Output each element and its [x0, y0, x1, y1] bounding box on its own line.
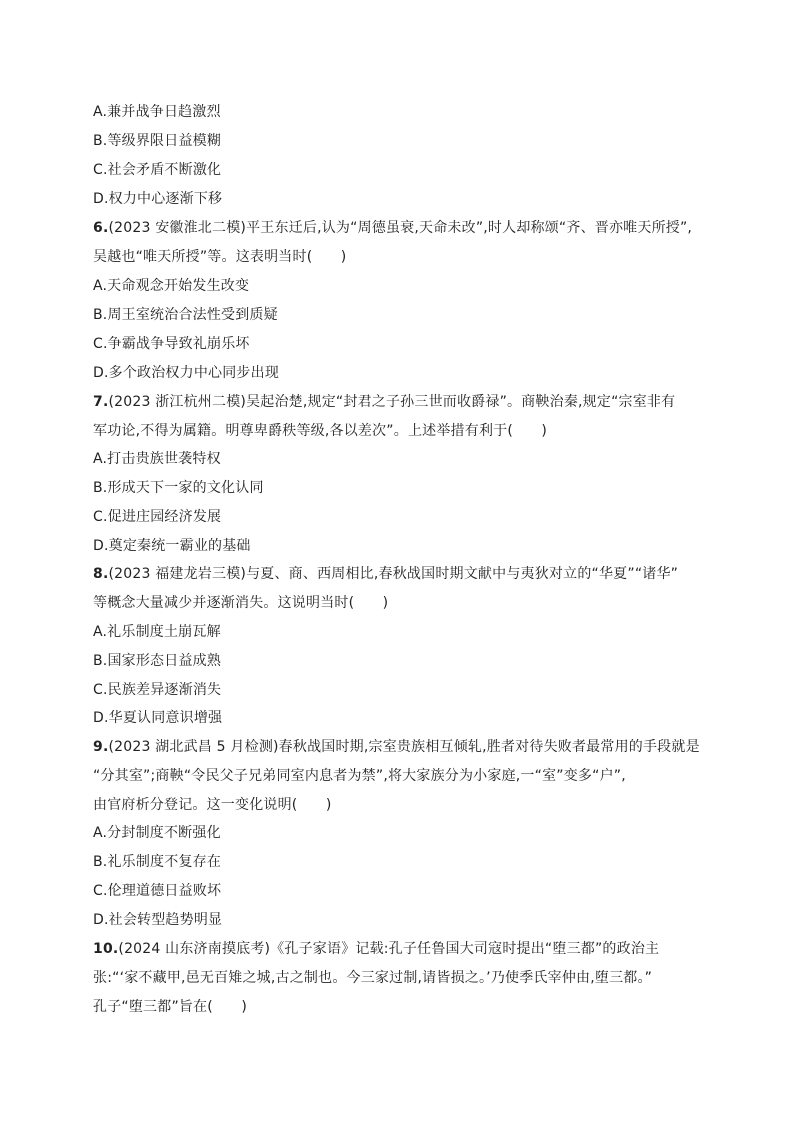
question-number: 8.	[93, 566, 109, 582]
question-stem-text: 军功论,不得为属籍。明尊卑爵秩等级,各以差次”。上述举措有利于( )	[93, 423, 548, 439]
answer-option: A.分封制度不断强化	[93, 825, 221, 841]
answer-option: A.打击贵族世袭特权	[93, 451, 221, 467]
answer-option: D.社会转型趋势明显	[93, 912, 223, 928]
question-stem-text: (2023 福建龙岩三模)与夏、商、西周相比,春秋战国时期文献中与夷狄对立的“华夏”“诸华”	[108, 566, 679, 582]
answer-option: C.促进庄园经济发展	[93, 509, 222, 525]
question-stem-line	[93, 766, 733, 786]
question-stem-text: 张:“‘家不藏甲,邑无百雉之城,古之制也。今三家过制,请皆损之。’乃使季氏宰仲由,堕三都。”	[93, 970, 653, 986]
question-number: 6.	[93, 220, 109, 236]
question-number: 7.	[93, 394, 109, 410]
question-stem-text: 吴越也“唯天所授”等。这表明当时( )	[93, 249, 347, 265]
question-number: 10.	[93, 941, 119, 957]
question-stem-text: (2023 湖北武昌 5 月检测)春秋战国时期,宗室贵族相互倾轧,胜者对待失败者最常用的手段就是	[108, 739, 700, 755]
question-stem-line	[93, 564, 733, 584]
question-stem-line	[93, 247, 733, 267]
question-stem-line	[93, 939, 733, 959]
answer-option: B.周王室统治合法性受到质疑	[93, 307, 278, 323]
question-stem-text: 等概念大量减少并逐渐消失。这说明当时( )	[93, 595, 389, 611]
question-stem-line	[93, 795, 733, 815]
question-stem-text: (2024 山东济南摸底考)《孔子家语》记载:孔子任鲁国大司寇时提出“堕三都”的政治主	[118, 941, 660, 957]
question-stem-line	[93, 392, 733, 412]
answer-option: B.等级界限日益模糊	[93, 133, 222, 149]
question-stem-line	[93, 593, 733, 613]
answer-option: D.奠定秦统一霸业的基础	[93, 538, 251, 554]
answer-option: A.天命观念开始发生改变	[93, 278, 250, 294]
question-stem-line	[93, 737, 733, 757]
answer-option: A.礼乐制度土崩瓦解	[93, 624, 221, 640]
answer-option: B.国家形态日益成熟	[93, 653, 222, 669]
answer-option: D.华夏认同意识增强	[93, 710, 223, 726]
question-stem-text: (2023 浙江杭州二模)吴起治楚,规定“封君之子孙三世而收爵禄”。商鞅治秦,规定“宗室非有	[108, 394, 676, 410]
question-stem-text: 孔子“堕三都”旨在( )	[93, 999, 248, 1015]
answer-option: D.多个政治权力中心同步出现	[93, 365, 280, 381]
question-stem-text: (2023 安徽淮北二模)平王东迁后,认为“周德虽衰,天命未改”,时人却称颂“齐、晋亦唯天所授”,	[108, 220, 693, 236]
answer-option: C.伦理道德日益败坏	[93, 883, 222, 899]
answer-option: B.形成天下一家的文化认同	[93, 480, 264, 496]
question-stem-line	[93, 218, 733, 238]
question-stem-line	[93, 968, 733, 988]
question-number: 9.	[93, 739, 109, 755]
answer-option: C.社会矛盾不断激化	[93, 162, 222, 178]
answer-option: B.礼乐制度不复存在	[93, 854, 222, 870]
question-stem-text: “分其室”;商鞅“令民父子兄弟同室内息者为禁”,将大家族分为小家庭,一“室”变多“户”,	[93, 768, 626, 784]
answer-option: A.兼并战争日趋激烈	[93, 104, 221, 120]
question-stem-line	[93, 421, 733, 441]
answer-option: C.民族差异逐渐消失	[93, 682, 222, 698]
question-stem-line	[93, 997, 733, 1017]
answer-option: D.权力中心逐渐下移	[93, 191, 223, 207]
answer-option: C.争霸战争导致礼崩乐坏	[93, 336, 250, 352]
question-stem-text: 由官府析分登记。这一变化说明( )	[93, 797, 332, 813]
